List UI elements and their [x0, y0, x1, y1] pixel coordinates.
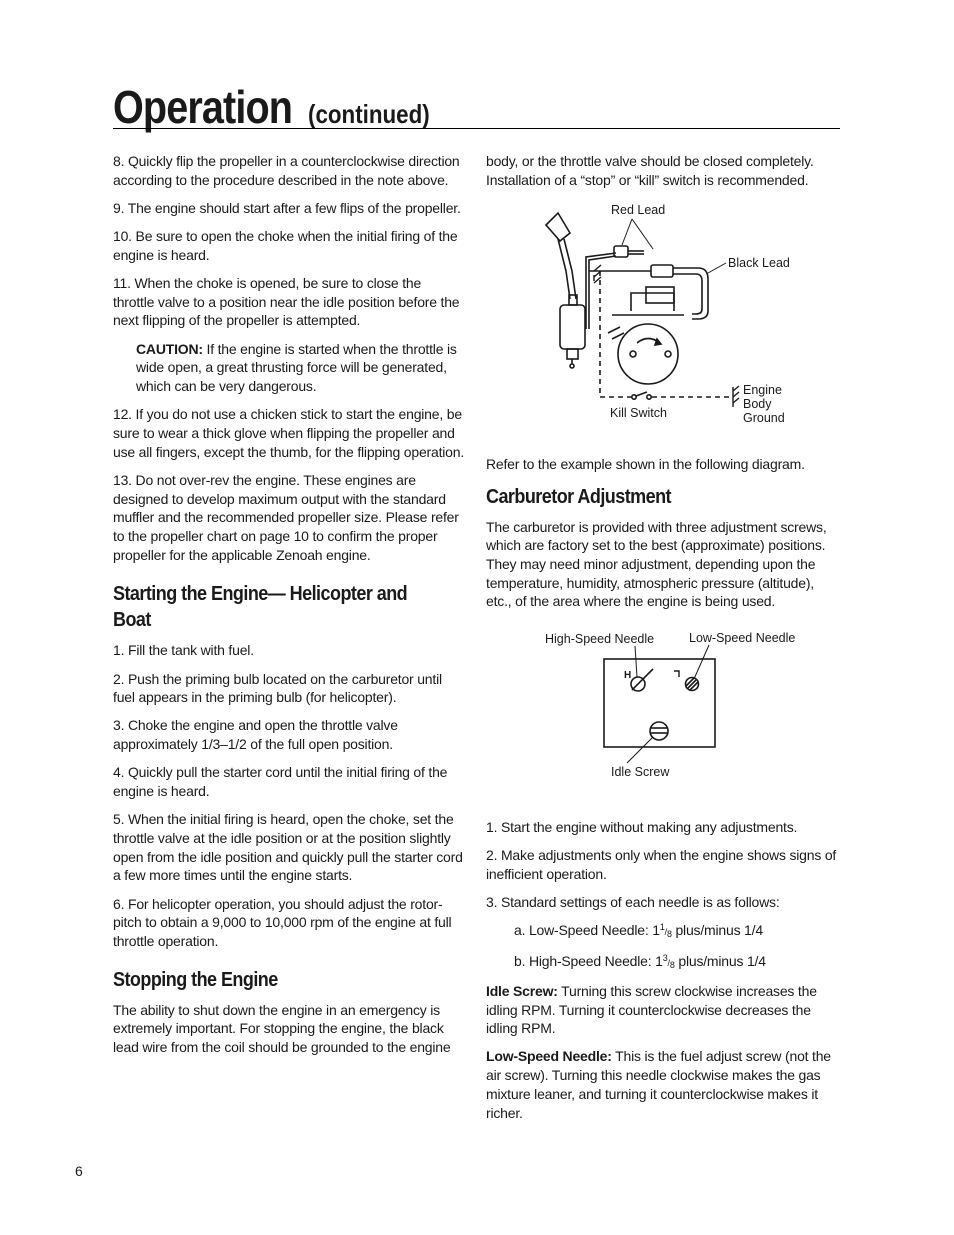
ignition-coil-icon	[560, 305, 585, 368]
title-continued: (continued)	[308, 99, 430, 129]
label-engine-body-ground-1: Engine	[743, 382, 782, 397]
engine-icon	[608, 287, 684, 384]
heading-stopping-text: Stopping the Engine	[113, 968, 278, 991]
low-speed-needle-icon	[686, 678, 699, 691]
step-13: 13. Do not over-rev the engine. These engines are designed to develop maximum output with the standard muffler and the recommended propeller size. Please refer to the propeller chart on page 10 to confirm the proper propeller for the applicable Zenoah engine.	[113, 471, 459, 563]
left-column	[113, 152, 465, 1066]
page-number: 6	[75, 1163, 83, 1179]
high-speed-needle-icon	[631, 669, 653, 691]
step-12: 12. If you do not use a chicken stick to start the engine, be sure to wear a thick glove when flipping the propeller and use all fingers, except the thumb, for the flipping operation.	[113, 406, 465, 460]
carb-leader-lines	[627, 645, 709, 763]
carb-step-3a	[486, 921, 842, 942]
carb-step-1: 1. Start the engine without making any adjustments.	[486, 819, 798, 836]
label-idle-screw: Idle Screw	[611, 765, 670, 780]
label-high-speed-needle: High-Speed Needle	[545, 632, 655, 647]
start-step-4: 4. Quickly pull the starter cord until the initial firing of the engine is heard.	[113, 764, 448, 800]
l-mark-icon	[674, 671, 679, 677]
label-red-lead: Red Lead	[611, 202, 666, 217]
fraction-numerator: 3	[662, 952, 668, 963]
spark-plug-cap-icon	[546, 213, 577, 305]
carb-step-2: 2. Make adjustments only when the engine shows signs of inefficient operation.	[486, 847, 837, 883]
low-speed-needle-text: This is the fuel adjust screw (not the air screw). Turning this needle clockwise makes the gas mixture leaner, and turning it counterclockwise makes it richer.	[486, 1048, 831, 1121]
caution-label: CAUTION:	[136, 340, 203, 357]
h-mark: H	[624, 670, 632, 682]
idle-screw-description	[486, 982, 842, 1038]
caution-note	[113, 340, 465, 396]
step-11: 11. When the choke is opened, be sure to close the throttle valve to a position near the idle position before the next flipping of the propeller is attempted.	[113, 275, 460, 329]
step-10: 10. Be sure to open the choke when the initial firing of the engine is heard.	[113, 228, 458, 263]
step-3a-prefix: a. Low-Speed Needle: 1	[514, 922, 660, 939]
caution-text: If the engine is started when the throttle is wide open, a great thrusting force will be generated, which can be very dangerous.	[136, 340, 457, 395]
label-low-speed-needle: Low-Speed Needle	[689, 631, 796, 646]
step-8: 8. Quickly flip the propeller in a counterclockwise direction according to the procedure described in the note above.	[113, 153, 460, 188]
engine-ground-icon	[733, 386, 739, 407]
low-speed-needle-label: Low-Speed Needle:	[486, 1048, 612, 1065]
heading-starting-text: Starting the Engine— Helicopter and Boat	[113, 583, 408, 632]
carb-step-3: 3. Standard settings of each needle is as follows:	[486, 894, 780, 911]
heading-starting-engine	[113, 581, 465, 633]
fraction-denominator: 8	[666, 929, 672, 940]
kill-switch-diagram	[486, 199, 842, 445]
step-3b-suffix: plus/minus 1/4	[674, 952, 766, 969]
fraction-3-8: 3/8	[662, 952, 675, 970]
page-title	[113, 80, 450, 134]
idle-screw-label: Idle Screw:	[486, 982, 558, 999]
low-speed-needle-description	[486, 1047, 842, 1122]
title-main: Operation	[113, 81, 293, 133]
stopping-paragraph-continued: body, or the throttle valve should be closed completely. Installation of a “stop” or “kill” switch is recommended.	[486, 153, 814, 188]
label-engine-body-ground-2: Body	[743, 396, 772, 411]
fraction-numerator: 1	[659, 922, 665, 933]
start-step-2: 2. Push the priming bulb located on the carburetor until fuel appears in the priming bulb (for helicopter).	[113, 670, 442, 706]
label-kill-switch: Kill Switch	[610, 405, 667, 420]
right-column	[486, 152, 842, 1132]
step-9: 9. The engine should start after a few flips of the propeller.	[113, 199, 461, 216]
refer-diagram-text: Refer to the example shown in the following diagram.	[486, 455, 805, 472]
heading-stopping-engine	[113, 967, 465, 993]
start-step-6: 6. For helicopter operation, you should adjust the rotor-pitch to obtain a 9,000 to 10,000 rpm of the engine at full throttle operation.	[113, 895, 452, 949]
carburetor-needles-diagram	[486, 629, 842, 804]
carb-step-3b	[486, 952, 842, 973]
start-step-3: 3. Choke the engine and open the throttle valve approximately 1/3–1/2 of the full open position.	[113, 717, 398, 753]
header-rule	[113, 128, 840, 129]
black-lead-wire	[589, 265, 708, 319]
label-black-lead: Black Lead	[728, 255, 790, 270]
label-engine-body-ground-3: Ground	[743, 410, 785, 425]
step-3a-suffix: plus/minus 1/4	[671, 922, 763, 939]
fraction-1-8: 1/8	[659, 922, 672, 940]
red-lead-wire	[586, 246, 644, 329]
leader-lines	[622, 219, 726, 273]
fraction-denominator: 8	[669, 959, 675, 970]
idle-screw-text: Turning this screw clockwise increases the idling RPM. Turning it counterclockwise decreases the idling RPM.	[486, 982, 817, 1037]
start-step-1: 1. Fill the tank with fuel.	[113, 642, 254, 659]
start-step-5: 5. When the initial firing is heard, open the choke, set the throttle valve at the idle position or at the position slightly open from the idle position and quickly pull the starter cord a few more times until the engine starts.	[113, 811, 463, 884]
stopping-paragraph: The ability to shut down the engine in an emergency is extremely important. For stopping the engine, the black lead wire from the coil should be grounded to the engine	[113, 1001, 451, 1056]
heading-carburetor-text: Carburetor Adjustment	[486, 485, 672, 508]
heading-carburetor-adjustment	[486, 484, 842, 510]
carburetor-intro: The carburetor is provided with three adjustment screws, which are factory set to the best (approximate) positions. They may need minor adjustment, depending upon the temperature, humidity, atmospheric pressure (altitude), etc., of the area where the engine is being used.	[486, 518, 827, 610]
step-3b-prefix: b. High-Speed Needle: 1	[514, 952, 663, 969]
